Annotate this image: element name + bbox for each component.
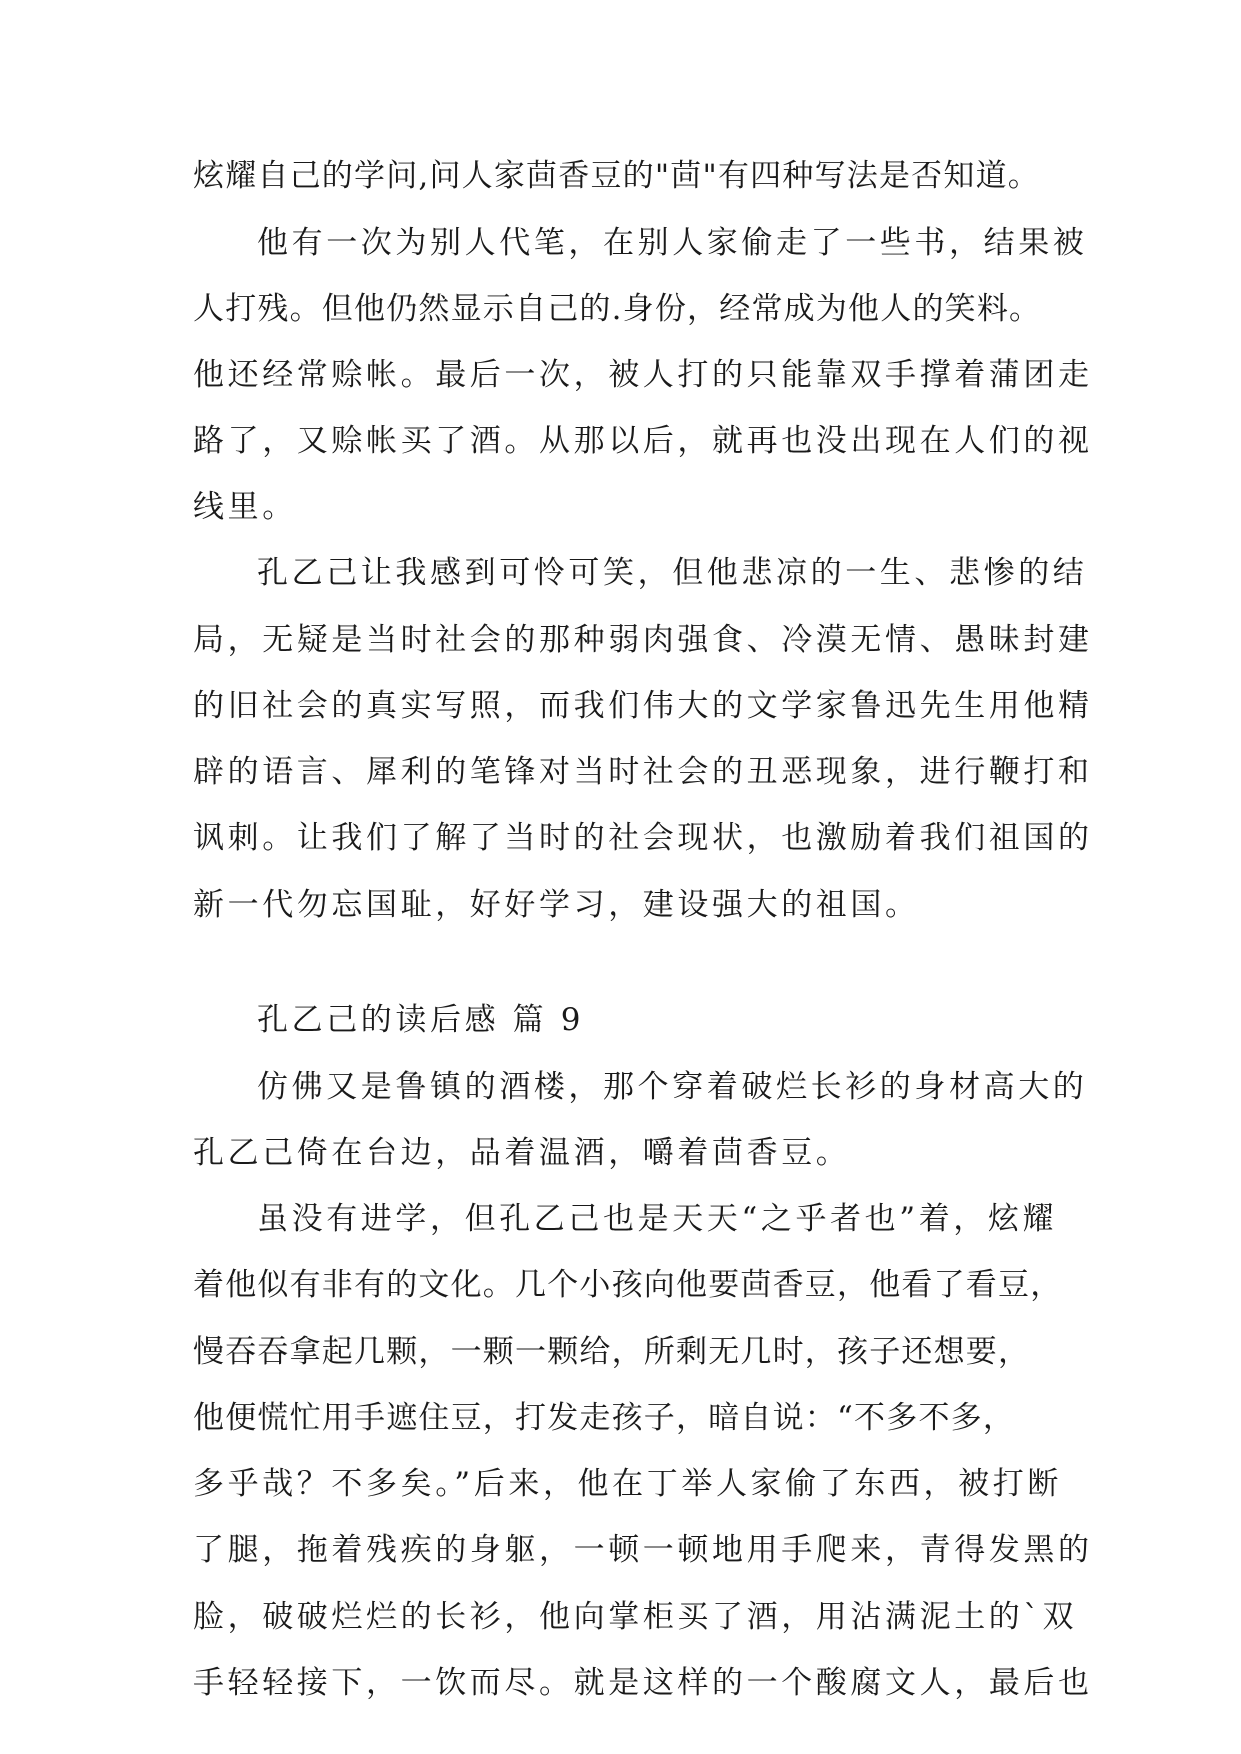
text-line: 他有一次为别人代笔，在别人家偷走了一些书，结果被 [257, 225, 1088, 261]
text-line: 的旧社会的真实写照，而我们伟大的文学家鲁迅先生用他精 [193, 688, 1093, 724]
text-line: 了腿，拖着残疾的身躯，一顿一顿地用手爬来，青得发黑的 [193, 1532, 1093, 1568]
text-line: 讽刺。让我们了解了当时的社会现状，也激励着我们祖国的 [193, 820, 1093, 856]
text-line: 孔乙己倚在台边，品着温酒，嚼着茴香豆。 [193, 1135, 851, 1171]
text-line: 脸，破破烂烂的长衫，他向掌柜买了酒，用沾满泥土的`双 [193, 1599, 1078, 1635]
text-line: 孔乙己让我感到可怜可笑，但他悲凉的一生、悲惨的结 [257, 555, 1088, 591]
text-line: 路了，又赊帐买了酒。从那以后，就再也没出现在人们的视 [193, 423, 1093, 459]
text-line: 线里。 [193, 489, 297, 525]
section-heading: 孔乙己的读后感 篇 9 [257, 1002, 585, 1038]
text-line: 他还经常赊帐。最后一次，被人打的只能靠双手撑着蒲团走 [193, 357, 1093, 393]
text-line: 多乎哉？不多矣。”后来，他在丁举人家偷了东西，被打断 [193, 1466, 1062, 1502]
text-line: 人打残。但他仍然显示自己的.身份，经常成为他人的笑料。 [193, 291, 1042, 327]
text-line: 仿佛又是鲁镇的酒楼，那个穿着破烂长衫的身材高大的 [257, 1069, 1088, 1105]
text-line: 炫耀自己的学问,问人家茴香豆的"茴"有四种写法是否知道。 [193, 158, 1040, 194]
text-line: 手轻轻接下，一饮而尽。就是这样的一个酸腐文人，最后也 [193, 1665, 1093, 1701]
text-line: 他便慌忙用手遮住豆，打发走孩子，暗自说：“不多不多， [193, 1400, 1016, 1436]
text-line: 着他似有非有的文化。几个小孩向他要茴香豆，他看了看豆， [193, 1267, 1063, 1303]
text-line: 新一代勿忘国耻，好好学习，建设强大的祖国。 [193, 887, 920, 923]
text-line: 局，无疑是当时社会的那种弱肉强食、冷漠无情、愚昧封建 [193, 622, 1093, 658]
text-line: 虽没有进学，但孔乙己也是天天“之乎者也”着，炫耀 [257, 1201, 1058, 1237]
text-line: 慢吞吞拿起几颗，一颗一颗给，所剩无几时，孩子还想要， [193, 1334, 1031, 1370]
text-line: 辟的语言、犀利的笔锋对当时社会的丑恶现象，进行鞭打和 [193, 754, 1093, 790]
